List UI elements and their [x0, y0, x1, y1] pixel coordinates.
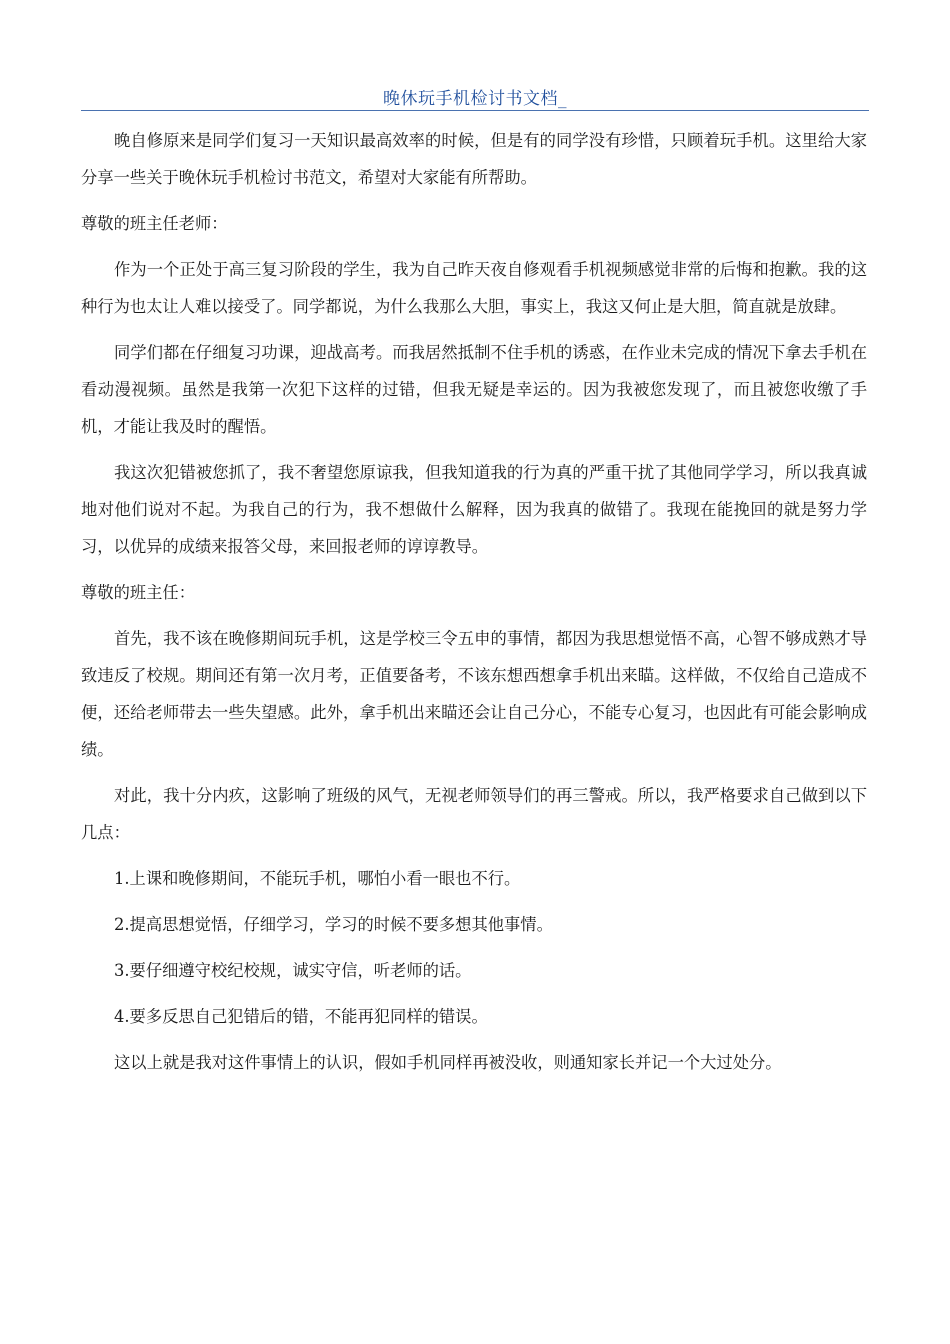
salutation-paragraph: 尊敬的班主任： [81, 583, 195, 602]
list-item: 2.提高思想觉悟，仔细学习，学习的时候不要多想其他事情。 [114, 915, 553, 934]
body-paragraph: 作为一个正处于高三复习阶段的学生，我为自己昨天夜自修观看手机视频感觉非常的后悔和抱歉。我的这种行为也太让人难以接受了。同学都说，为什么我那么大胆，事实上，我这又何止是大胆，简直就是放肆。 [81, 260, 867, 316]
body-paragraph: 首先，我不该在晚修期间玩手机，这是学校三令五申的事情，都因为我思想觉悟不高，心智不够成熟才导致违反了校规。期间还有第一次月考，正值要备考，不该东想西想拿手机出来瞄。这样做，不仅给自己造成不便，还给老师带去一些失望感。此外，拿手机出来瞄还会让自己分心，不能专心复习，也因此有可能会影响成绩。 [81, 629, 867, 759]
document-title: 晚休玩手机检讨书文档_ [383, 89, 567, 109]
body-paragraph: 对此，我十分内疚，这影响了班级的风气，无视老师领导们的再三警戒。所以，我严格要求自己做到以下几点： [81, 786, 867, 842]
closing-paragraph: 这以上就是我对这件事情上的认识，假如手机同样再被没收，则通知家长并记一个大过处分。 [114, 1053, 782, 1072]
list-item: 4.要多反思自己犯错后的错，不能再犯同样的错误。 [114, 1007, 488, 1026]
intro-paragraph: 晚自修原来是同学们复习一天知识最高效率的时候，但是有的同学没有珍惜，只顾着玩手机。这里给大家分享一些关于晚休玩手机检讨书范文，希望对大家能有所帮助。 [81, 131, 867, 187]
body-paragraph: 同学们都在仔细复习功课，迎战高考。而我居然抵制不住手机的诱惑，在作业未完成的情况下拿去手机在看动漫视频。虽然是我第一次犯下这样的过错，但我无疑是幸运的。因为我被您发现了，而且被您收缴了手机，才能让我及时的醒悟。 [81, 343, 867, 436]
salutation-paragraph: 尊敬的班主任老师： [81, 214, 228, 233]
body-paragraph: 我这次犯错被您抓了，我不奢望您原谅我，但我知道我的行为真的严重干扰了其他同学学习，所以我真诚地对他们说对不起。为我自己的行为，我不想做什么解释，因为我真的做错了。我现在能挽回的就是努力学习，以优异的成绩来报答父母，来回报老师的谆谆教导。 [81, 463, 867, 556]
page-header [81, 80, 869, 111]
list-item: 1.上课和晚修期间，不能玩手机，哪怕小看一眼也不行。 [114, 869, 521, 888]
list-item: 3.要仔细遵守校纪校规，诚实守信，听老师的话。 [114, 961, 472, 980]
document-body [81, 122, 867, 1090]
